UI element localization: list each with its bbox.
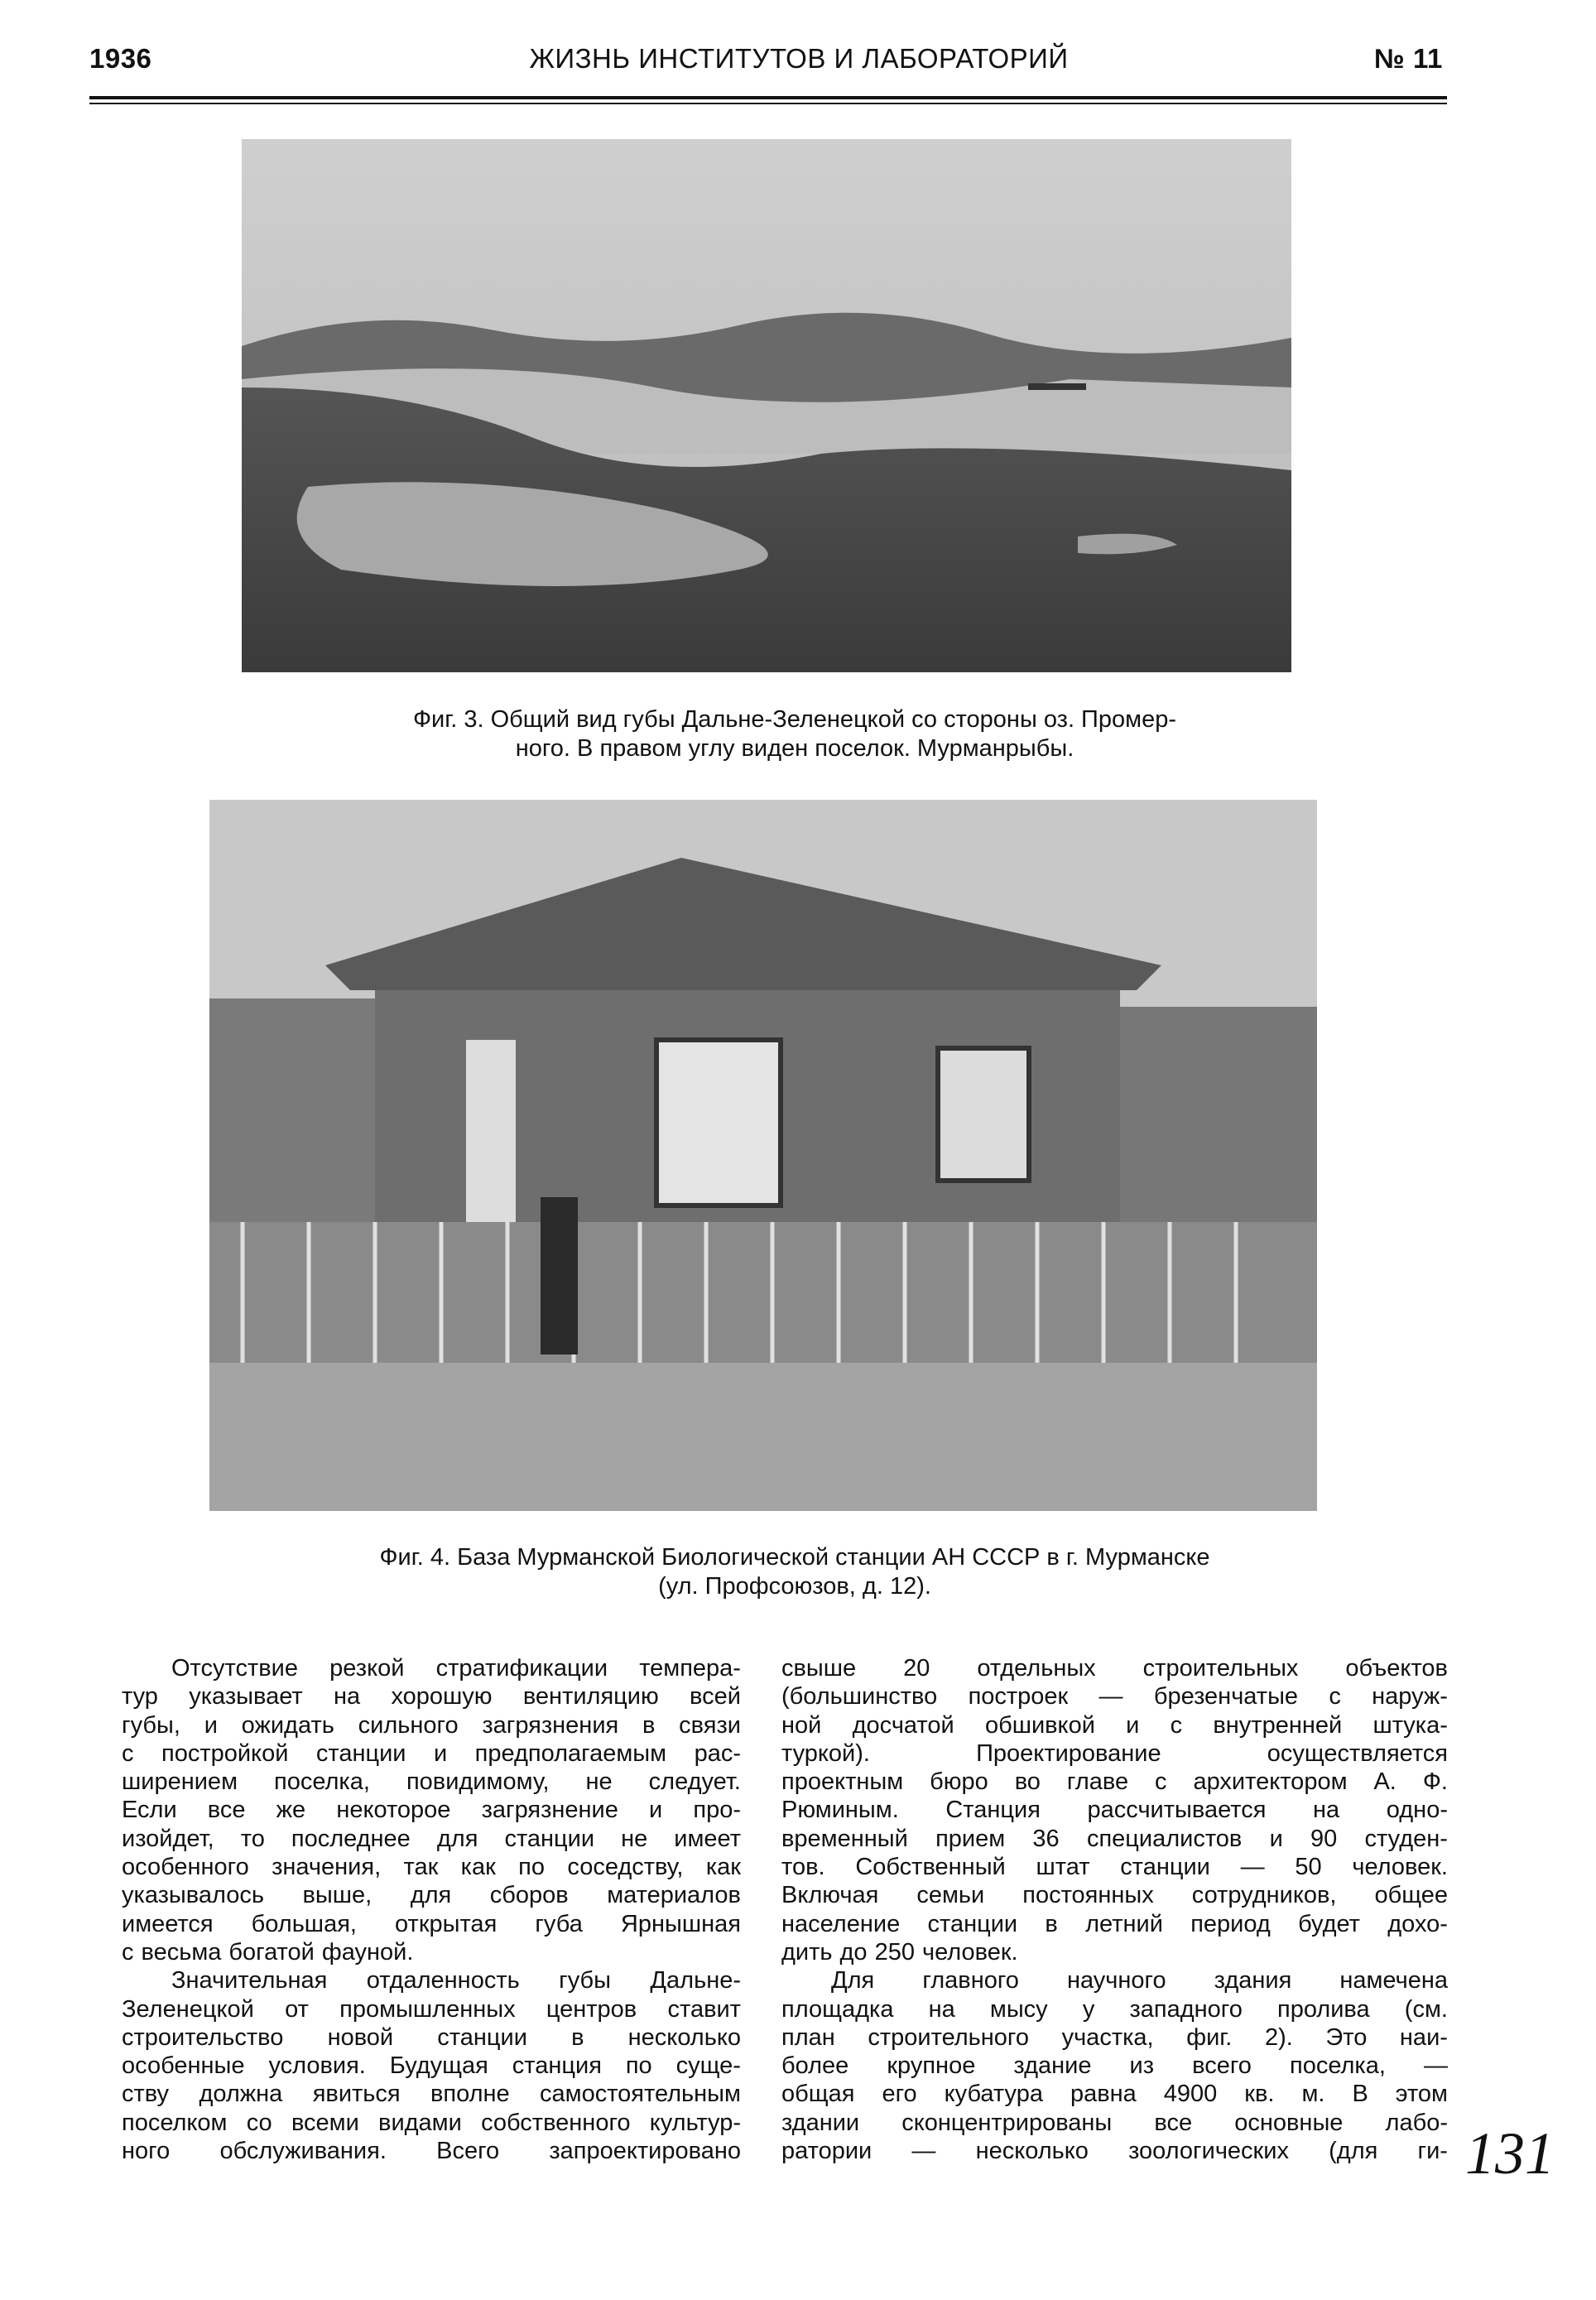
- text-line: здании сконцентрированы все основные лабо-: [781, 2109, 1448, 2136]
- text-line: ного обслуживания. Всего запроектировано: [122, 2138, 741, 2165]
- text-line: строительство новой станции в несколько: [122, 2023, 741, 2051]
- text-line: Зеленецкой от промышленных центров ставит: [122, 1995, 741, 2023]
- text-line: имеется большая, открытая губа Ярнышная: [122, 1910, 741, 1937]
- figure-4-photo: [209, 800, 1317, 1511]
- text-line: проектным бюро во главе с архитектором А. Ф.: [781, 1768, 1448, 1796]
- text-line: Рюминым. Станция рассчитывается на одно-: [781, 1797, 1448, 1824]
- text-line: Значительная отдаленность губы Дальне-: [171, 1967, 741, 1994]
- text-line: поселком со всеми видами собственного культур-: [122, 2109, 741, 2136]
- text-line: временный прием 36 специалистов и 90 студен-: [781, 1825, 1448, 1852]
- text-line: дить до 250 человек.: [781, 1938, 1018, 1966]
- issue-number: № 11: [1374, 43, 1443, 74]
- text-line: Включая семьи постоянных сотрудников, общее: [781, 1882, 1448, 1909]
- figure-3-caption: [199, 705, 1391, 763]
- text-line: ству должна явиться вполне самостоятельным: [122, 2081, 741, 2108]
- caption-line: ного. В правом углу виден поселок. Мурманрыбы.: [515, 735, 1074, 762]
- page-number: 131: [1465, 2120, 1555, 2187]
- header-rule-thick: [89, 96, 1447, 99]
- text-line: ной досчатой обшивкой и с внутренней штука-: [781, 1711, 1448, 1739]
- text-line: площадка на мысу у западного пролива (см.: [781, 1995, 1448, 2023]
- caption-line: (ул. Профсоюзов, д. 12).: [658, 1573, 931, 1600]
- text-line: Для главного научного здания намечена: [831, 1967, 1448, 1994]
- text-line: губы, и ожидать сильного загрязнения в связи: [122, 1711, 741, 1739]
- text-line: общая его кубатура равна 4900 кв. м. В этом: [781, 2081, 1448, 2108]
- text-line: тов. Собственный штат станции — 50 человек.: [781, 1854, 1448, 1881]
- left-column: [122, 1654, 741, 2165]
- text-line: Отсутствие резкой стратификации темпера-: [171, 1655, 741, 1682]
- text-line: ратории — несколько зоологических (для ги-: [781, 2138, 1448, 2165]
- text-line: с постройкой станции и предполагаемым рас-: [122, 1739, 741, 1767]
- text-line: (большинство построек — брезенчатые с наруж-: [781, 1683, 1448, 1711]
- text-line: более крупное здание из всего поселка, —: [781, 2052, 1448, 2080]
- text-line: ширением поселка, повидимому, не следует.: [122, 1768, 741, 1796]
- figure-3-photo: [242, 139, 1291, 672]
- text-line: особенные условия. Будущая станция по суще-: [122, 2052, 741, 2080]
- text-line: свыше 20 отдельных строительных объектов: [781, 1655, 1448, 1682]
- text-line: Если все же некоторое загрязнение и про-: [122, 1797, 741, 1824]
- text-line: указывалось выше, для сборов материалов: [122, 1882, 741, 1909]
- text-line: с весьма богатой фауной.: [122, 1938, 414, 1966]
- text-line: особенного значения, так как по соседству, как: [122, 1854, 741, 1881]
- right-column: [781, 1654, 1448, 2165]
- running-title: ЖИЗНЬ ИНСТИТУТОВ И ЛАБОРАТОРИЙ: [529, 43, 1069, 74]
- header-year: 1936: [89, 43, 152, 74]
- text-line: план строительного участка, фиг. 2). Это наи-: [781, 2023, 1448, 2051]
- text-line: туркой). Проектирование осуществляется: [781, 1739, 1448, 1767]
- header-rule-thin: [89, 103, 1447, 104]
- caption-line: Фиг. 4. База Мурманской Биологической станции АН СССР в г. Мурманске: [379, 1544, 1210, 1571]
- figure-4-caption: [199, 1543, 1391, 1601]
- text-line: изойдет, то последнее для станции не имеет: [122, 1825, 741, 1852]
- text-line: тур указывает на хорошую вентиляцию всей: [122, 1683, 741, 1711]
- caption-line: Фиг. 3. Общий вид губы Дальне-Зеленецкой со стороны оз. Промер-: [412, 706, 1177, 733]
- text-line: население станции в летний период будет дохо-: [781, 1910, 1448, 1937]
